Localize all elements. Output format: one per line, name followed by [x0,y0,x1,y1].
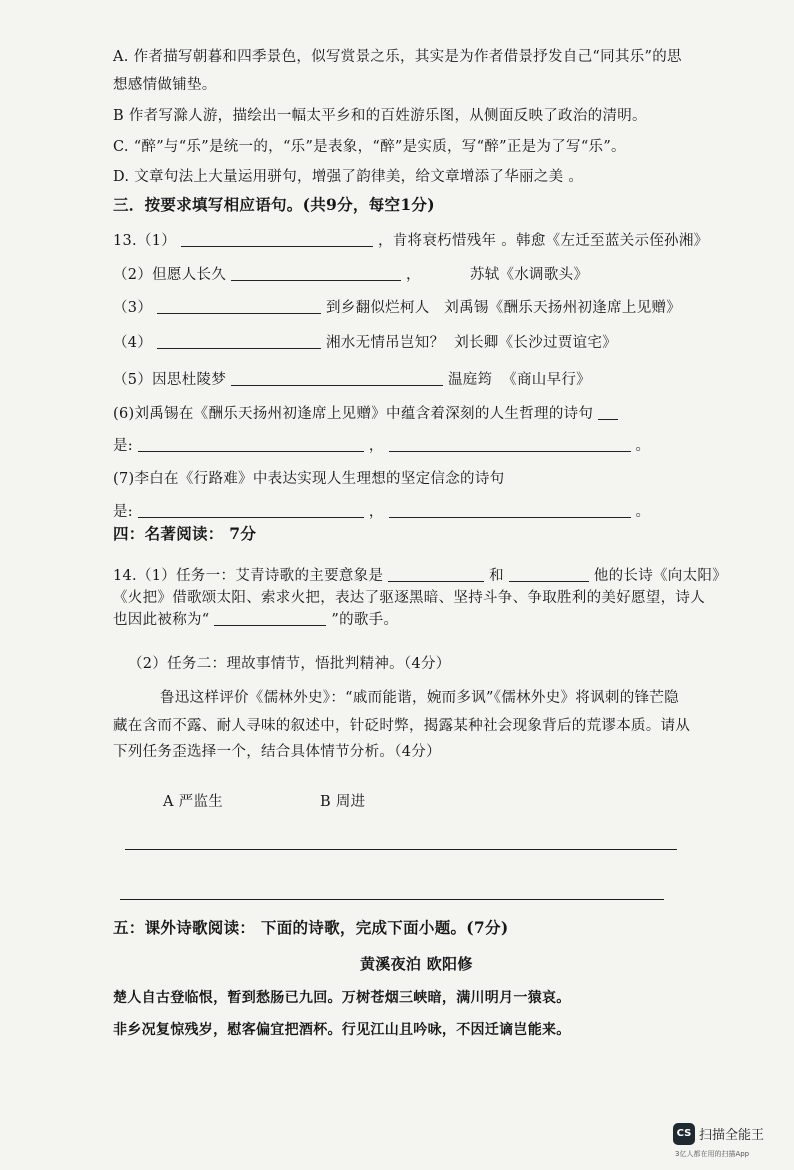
q14-2: （2）任务二：理故事情节，悟批判精神。（4分） [128,656,451,672]
q13-7-comma: ， [368,504,384,520]
q13-5-tail: 温庭筠 《商山早行》 [447,372,591,388]
q14-1-c: 他的长诗《向太阳》 [593,568,727,584]
q13-2-tail: ， 苏轼《水调歌头》 [405,267,589,283]
q13-6-text: (6)刘禹锡在《酬乐天扬州初逢席上见赠》中蕴含着深刻的人生哲理的诗句 [113,406,594,422]
q13-5-head: （5）因思杜陵梦 [113,372,227,388]
q14-1-blank-1[interactable] [388,567,484,582]
q14-1-a: 14.（1）任务一：艾青诗歌的主要意象是 [113,568,384,584]
q13-7-answer [113,502,650,522]
q14-1-blank-2[interactable] [509,567,589,582]
option-d: D. 文章句法上大量运用骈句，增强了韵律美，给文章增添了华丽之美 。 [113,169,584,185]
section5-heading: 五：课外诗歌阅读： 下面的诗歌，完成下面小题。(7分) [113,918,509,937]
q13-4-head: （4） [113,335,153,351]
poem-title: 黄溪夜泊 欧阳修 [360,955,473,973]
q13-4 [113,333,617,353]
q13-6-period: 。 [635,438,651,454]
q14-1-line3b: ”的歌手。 [331,612,399,628]
q13-7-is: 是: [113,504,133,520]
scanner-tagline: 3亿人都在用的扫描App [675,1150,750,1158]
q13-number: 13.（1） [113,233,177,249]
q13-7-blank-1[interactable] [138,503,364,518]
option-c: C. “醉”与“乐”是统一的，“乐”是表象，“醉”是实质，写“醉”正是为了写“乐”。 [113,139,626,155]
q13-3-head: （3） [113,300,153,316]
q13-6-answer [113,436,650,456]
section4-heading: 四：名著阅读： 7分 [113,524,257,543]
answer-line-1[interactable] [125,849,677,850]
q14-1-line3a: 也因此被称为“ [113,612,210,628]
option-a-line1: A. 作者描写朝暮和四季景色，似写赏景之乐，其实是为作者借景抒发自己“同其乐”的思 [113,49,682,65]
poem-line-1: 楚人自古登临恨，暂到愁肠已九回。万树苍烟三峡暗，满川明月一猿哀。 [113,990,571,1006]
choice-a[interactable]: A 严监生 [163,794,224,810]
q14-1-line2: 《火把》借歌颂太阳、索求火把，表达了驱逐黑暗、坚持斗争、争取胜利的美好愿望，诗人 [113,590,705,606]
q13-1-tail: ，肯将衰朽惜残年 。韩愈《左迁至蓝关示侄孙湘》 [377,233,709,249]
q13-7-blank-2[interactable] [389,503,631,518]
q13-5 [113,370,591,390]
q14-1-line1 [113,566,727,586]
q13-6-blank-2[interactable] [389,437,631,452]
q14-1-line3 [113,610,398,630]
q13-1-blank[interactable] [181,232,373,247]
q13-6-comma: ， [368,438,384,454]
q13-4-tail: 湘水无情吊岂知？ 刘长卿《长沙过贾谊宅》 [325,335,618,351]
q14-para-line2: 藏在含而不露、耐人寻味的叙述中，针砭时弊，揭露某种社会现象背后的荒谬本质。请从 [113,718,691,734]
q13-4-blank[interactable] [157,334,321,349]
q13-2-blank[interactable] [231,266,401,281]
q13-6-is: 是: [113,438,133,454]
camscanner-logo-icon: CS [673,1123,695,1145]
option-a-line2: 想感情做铺垫。 [113,77,217,93]
q13-3-tail: 到乡翻似烂柯人 刘禹锡《酬乐天扬州初逢席上见赠》 [325,300,682,316]
q13-7: (7)李白在《行路难》中表达实现人生理想的坚定信念的诗句 [113,471,505,487]
q14-1-blank-3[interactable] [214,611,326,626]
scanner-app-name: 扫描全能王 [699,1128,765,1143]
q13-6 [113,404,618,424]
q13-3 [113,298,681,318]
q13-1 [113,231,708,251]
q14-para-line3: 下列任务歪选择一个，结合具体情节分析。（4分） [113,744,441,760]
option-b: B 作者写滁人游，描绘出一幅太平乡和的百姓游乐图，从侧面反映了政治的清明。 [113,108,647,124]
q13-6-blank-1[interactable] [138,437,364,452]
q14-1-b: 和 [489,568,504,584]
section3-heading: 三．按要求填写相应语句。(共9分，每空1分) [113,195,435,214]
q13-5-blank[interactable] [231,371,443,386]
q14-para-line1: 鲁迅这样评价《儒林外史》：“戚而能谐，婉而多讽”《儒林外史》将讽刺的锋芒隐 [160,690,679,706]
q13-6-blank-tail[interactable] [598,405,618,420]
q13-2-head: （2）但愿人长久 [113,267,227,283]
scanner-watermark [671,1122,789,1162]
q13-2 [113,265,588,285]
choice-b[interactable]: B 周进 [320,794,366,810]
q13-7-period: 。 [635,504,651,520]
answer-line-2[interactable] [120,899,664,900]
poem-line-2: 非乡况复惊残岁，慰客偏宜把酒杯。行见江山且吟咏，不因迁谪岂能来。 [113,1022,571,1038]
q13-3-blank[interactable] [157,299,321,314]
